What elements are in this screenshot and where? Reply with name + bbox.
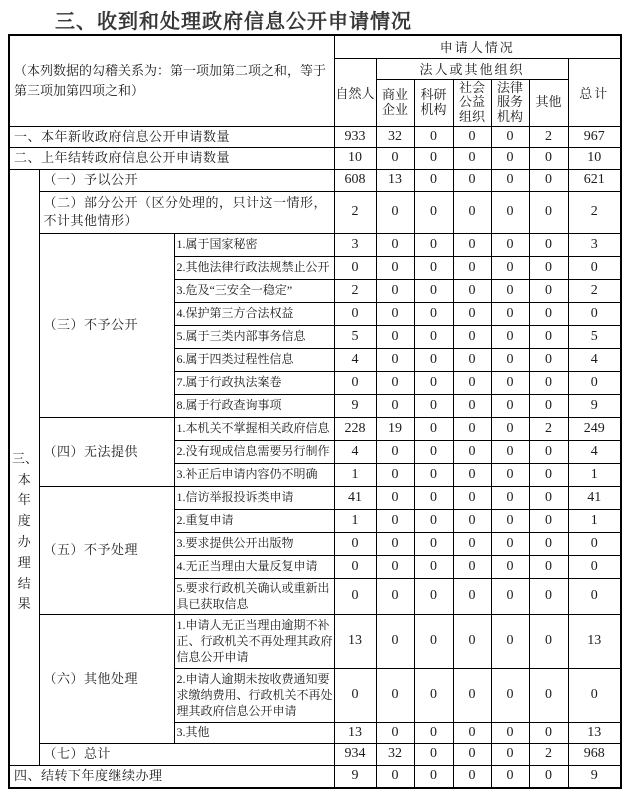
value-cell: 0: [568, 371, 621, 394]
value-cell: 41: [334, 486, 376, 509]
item-label-cell: 4.无正当理由大量反复申请: [174, 555, 334, 578]
checksum-note-cell: （本列数据的勾稽关系为：第一项加第二项之和，等于第三项加第四项之和）: [9, 35, 334, 126]
value-cell: 0: [529, 486, 568, 509]
value-cell: 2: [529, 126, 568, 147]
value-cell: 0: [414, 440, 453, 463]
value-cell: 10: [334, 147, 376, 169]
value-cell: 13: [334, 614, 376, 668]
value-cell: 9: [334, 765, 376, 788]
value-cell: 608: [334, 169, 376, 191]
value-cell: 0: [491, 233, 529, 256]
value-cell: 934: [334, 743, 376, 765]
item-label-cell: 3.危及“三安全一稳定”: [174, 279, 334, 302]
value-cell: 9: [334, 394, 376, 417]
value-cell: 0: [376, 233, 414, 256]
value-cell: 0: [414, 169, 453, 191]
value-cell: 0: [376, 532, 414, 555]
section-title: 三、收到和处理政府信息公开申请情况: [55, 11, 412, 33]
value-cell: 0: [491, 147, 529, 169]
value-cell: 0: [376, 668, 414, 722]
item-label-cell: 6.属于四类过程性信息: [174, 348, 334, 371]
value-cell: 2: [334, 191, 376, 233]
value-cell: 0: [376, 555, 414, 578]
row-unable-1: [9, 417, 621, 440]
value-cell: 0: [529, 325, 568, 348]
value-cell: 0: [414, 765, 453, 788]
row-label-cell: 四、结转下年度继续办理: [9, 765, 334, 788]
value-cell: 32: [376, 126, 414, 147]
value-cell: 0: [491, 722, 529, 743]
value-cell: 0: [529, 722, 568, 743]
value-cell: 1: [334, 463, 376, 486]
value-cell: 9: [568, 765, 621, 788]
value-cell: 0: [453, 765, 491, 788]
value-cell: 0: [334, 578, 376, 614]
value-cell: 3: [334, 233, 376, 256]
value-cell: 0: [568, 256, 621, 279]
row-notprocessed-1: [9, 486, 621, 509]
value-cell: 0: [529, 532, 568, 555]
item-label-cell: 2.其他法律行政法规禁止公开: [174, 256, 334, 279]
value-cell: 0: [414, 722, 453, 743]
value-cell: 0: [453, 325, 491, 348]
item-label-cell: 7.属于行政执法案卷: [174, 371, 334, 394]
value-cell: 4: [334, 440, 376, 463]
value-cell: 0: [453, 256, 491, 279]
header-legal-org-group: 法人或其他组织: [376, 58, 568, 79]
value-cell: 0: [491, 509, 529, 532]
value-cell: 0: [491, 440, 529, 463]
value-cell: 0: [376, 279, 414, 302]
value-cell: 0: [376, 371, 414, 394]
item-label-cell: 1.本机关不掌握相关政府信息: [174, 417, 334, 440]
value-cell: 0: [414, 555, 453, 578]
value-cell: 0: [414, 417, 453, 440]
sub-label-cell: （一）予以公开: [39, 169, 334, 191]
item-label-cell: 2.重复申请: [174, 509, 334, 532]
value-cell: 0: [376, 302, 414, 325]
value-cell: 0: [491, 668, 529, 722]
item-label-cell: 3.补正后申请内容仍不明确: [174, 463, 334, 486]
value-cell: 0: [453, 743, 491, 765]
value-cell: 0: [529, 463, 568, 486]
value-cell: 0: [453, 555, 491, 578]
header-legal-service-org: 法律服务机构: [491, 79, 529, 126]
value-cell: 0: [568, 302, 621, 325]
value-cell: 0: [453, 126, 491, 147]
value-cell: 5: [568, 325, 621, 348]
header-public-welfare-org: 社会公益组织: [453, 79, 491, 126]
item-label-cell: 5.属于三类内部事务信息: [174, 325, 334, 348]
value-cell: 968: [568, 743, 621, 765]
value-cell: 0: [414, 743, 453, 765]
value-cell: 0: [414, 302, 453, 325]
value-cell: 0: [453, 233, 491, 256]
value-cell: 10: [568, 147, 621, 169]
value-cell: 0: [529, 256, 568, 279]
value-cell: 0: [376, 765, 414, 788]
header-row-1: [9, 35, 621, 58]
value-cell: 0: [453, 302, 491, 325]
item-label-cell: 3.其他: [174, 722, 334, 743]
value-cell: 0: [376, 348, 414, 371]
value-cell: 0: [529, 302, 568, 325]
value-cell: 0: [453, 463, 491, 486]
value-cell: 5: [334, 325, 376, 348]
value-cell: 0: [453, 578, 491, 614]
item-label-cell: 8.属于行政查询事项: [174, 394, 334, 417]
value-cell: 19: [376, 417, 414, 440]
value-cell: 0: [334, 302, 376, 325]
value-cell: 0: [414, 509, 453, 532]
item-label-cell: 2.申请人逾期未按收费通知要求缴纳费用、行政机关不再处理其政府信息公开申请: [174, 668, 334, 722]
item-label-cell: 3.要求提供公开出版物: [174, 532, 334, 555]
sub-label-cell: （七）总计: [39, 743, 334, 765]
sub-label-cell: （六）其他处理: [39, 614, 174, 743]
value-cell: 0: [491, 325, 529, 348]
row-partial: [9, 191, 621, 233]
value-cell: 13: [568, 614, 621, 668]
value-cell: 13: [568, 722, 621, 743]
item-label-cell: 1.属于国家秘密: [174, 233, 334, 256]
sub-label-cell: （四）无法提供: [39, 417, 174, 486]
results-group-label: 三、本年度办理结果: [9, 169, 39, 765]
row-results-total: [9, 743, 621, 765]
value-cell: 0: [453, 147, 491, 169]
value-cell: 933: [334, 126, 376, 147]
value-cell: 0: [414, 256, 453, 279]
value-cell: 0: [334, 668, 376, 722]
sub-label-cell: （五）不予处理: [39, 486, 174, 614]
value-cell: 0: [529, 169, 568, 191]
value-cell: 0: [529, 765, 568, 788]
value-cell: 0: [334, 256, 376, 279]
value-cell: 0: [414, 233, 453, 256]
value-cell: 2: [568, 191, 621, 233]
value-cell: 249: [568, 417, 621, 440]
value-cell: 0: [568, 532, 621, 555]
value-cell: 41: [568, 486, 621, 509]
value-cell: 4: [568, 440, 621, 463]
value-cell: 967: [568, 126, 621, 147]
value-cell: 0: [414, 394, 453, 417]
value-cell: 0: [453, 279, 491, 302]
row-label-cell: 一、本年新收政府信息公开申请数量: [9, 126, 334, 147]
sub-label-cell: （二）部分公开（区分处理的，只计这一情形，不计其他情形）: [39, 191, 334, 233]
value-cell: 0: [491, 348, 529, 371]
item-label-cell: 2.没有现成信息需要另行制作: [174, 440, 334, 463]
value-cell: 0: [414, 668, 453, 722]
value-cell: 0: [491, 394, 529, 417]
value-cell: 13: [334, 722, 376, 743]
sub-label-cell: （三）不予公开: [39, 233, 174, 417]
value-cell: 0: [491, 126, 529, 147]
value-cell: 3: [568, 233, 621, 256]
value-cell: 0: [414, 578, 453, 614]
value-cell: 228: [334, 417, 376, 440]
value-cell: 0: [491, 302, 529, 325]
value-cell: 0: [491, 279, 529, 302]
value-cell: 0: [529, 233, 568, 256]
value-cell: 32: [376, 743, 414, 765]
value-cell: 0: [491, 555, 529, 578]
value-cell: 0: [529, 440, 568, 463]
row-otherhandling-1: [9, 614, 621, 668]
value-cell: 0: [491, 486, 529, 509]
value-cell: 0: [453, 440, 491, 463]
value-cell: 0: [529, 578, 568, 614]
value-cell: 1: [568, 509, 621, 532]
value-cell: 0: [414, 614, 453, 668]
value-cell: 9: [568, 394, 621, 417]
value-cell: 0: [529, 371, 568, 394]
value-cell: 0: [529, 147, 568, 169]
value-cell: 0: [529, 668, 568, 722]
value-cell: 0: [414, 486, 453, 509]
value-cell: 0: [376, 394, 414, 417]
value-cell: 0: [376, 486, 414, 509]
value-cell: 0: [414, 279, 453, 302]
header-natural-person: 自然人: [334, 58, 376, 126]
value-cell: 0: [334, 532, 376, 555]
value-cell: 0: [334, 555, 376, 578]
value-cell: 0: [453, 394, 491, 417]
value-cell: 0: [453, 509, 491, 532]
value-cell: 0: [376, 440, 414, 463]
value-cell: 0: [376, 463, 414, 486]
row-denied-1: [9, 233, 621, 256]
header-other-org: 其他: [529, 79, 568, 126]
value-cell: 0: [376, 614, 414, 668]
value-cell: 0: [491, 532, 529, 555]
value-cell: 4: [334, 348, 376, 371]
value-cell: 0: [376, 191, 414, 233]
info-disclosure-table: [8, 34, 622, 789]
row-granted: [9, 169, 621, 191]
value-cell: 0: [376, 578, 414, 614]
value-cell: 0: [453, 191, 491, 233]
value-cell: 0: [453, 348, 491, 371]
item-label-cell: 1.申请人无正当理由逾期不补正、行政机关不再处理其政府信息公开申请: [174, 614, 334, 668]
value-cell: 0: [529, 509, 568, 532]
value-cell: 0: [376, 722, 414, 743]
value-cell: 0: [568, 578, 621, 614]
value-cell: 0: [529, 555, 568, 578]
value-cell: 0: [529, 279, 568, 302]
value-cell: 0: [453, 722, 491, 743]
value-cell: 621: [568, 169, 621, 191]
value-cell: 0: [453, 668, 491, 722]
value-cell: 0: [491, 371, 529, 394]
value-cell: 0: [414, 325, 453, 348]
value-cell: 0: [568, 668, 621, 722]
value-cell: 0: [491, 743, 529, 765]
header-research-institution: 科研机构: [414, 79, 453, 126]
value-cell: 0: [376, 325, 414, 348]
value-cell: 0: [491, 169, 529, 191]
item-label-cell: 4.保护第三方合法权益: [174, 302, 334, 325]
value-cell: 0: [453, 371, 491, 394]
value-cell: 0: [414, 147, 453, 169]
row-new-applications: [9, 126, 621, 147]
value-cell: 0: [414, 371, 453, 394]
value-cell: 0: [453, 614, 491, 668]
value-cell: 0: [414, 348, 453, 371]
value-cell: 0: [414, 126, 453, 147]
value-cell: 0: [529, 191, 568, 233]
header-total: 总计: [568, 58, 621, 126]
value-cell: 0: [334, 371, 376, 394]
value-cell: 13: [376, 169, 414, 191]
value-cell: 0: [491, 614, 529, 668]
value-cell: 0: [491, 417, 529, 440]
value-cell: 0: [376, 147, 414, 169]
value-cell: 0: [491, 191, 529, 233]
value-cell: 0: [491, 765, 529, 788]
value-cell: 4: [568, 348, 621, 371]
value-cell: 0: [376, 509, 414, 532]
value-cell: 0: [491, 463, 529, 486]
item-label-cell: 1.信访举报投诉类申请: [174, 486, 334, 509]
value-cell: 0: [491, 256, 529, 279]
header-commercial-enterprise: 商业企业: [376, 79, 414, 126]
value-cell: 1: [568, 463, 621, 486]
value-cell: 1: [334, 509, 376, 532]
value-cell: 0: [453, 532, 491, 555]
value-cell: 0: [414, 191, 453, 233]
value-cell: 2: [529, 417, 568, 440]
value-cell: 0: [529, 394, 568, 417]
value-cell: 0: [414, 463, 453, 486]
value-cell: 0: [453, 169, 491, 191]
value-cell: 0: [491, 578, 529, 614]
value-cell: 0: [529, 614, 568, 668]
item-label-cell: 5.要求行政机关确认或重新出具已获取信息: [174, 578, 334, 614]
value-cell: 2: [568, 279, 621, 302]
value-cell: 2: [334, 279, 376, 302]
value-cell: 0: [568, 555, 621, 578]
value-cell: 0: [414, 532, 453, 555]
header-applicant-group: 申请人情况: [334, 35, 621, 58]
value-cell: 0: [453, 417, 491, 440]
row-carryover-applications: [9, 147, 621, 169]
row-label-cell: 二、上年结转政府信息公开申请数量: [9, 147, 334, 169]
value-cell: 0: [453, 486, 491, 509]
value-cell: 0: [529, 348, 568, 371]
value-cell: 2: [529, 743, 568, 765]
value-cell: 0: [376, 256, 414, 279]
row-carry-to-next-year: [9, 765, 621, 788]
